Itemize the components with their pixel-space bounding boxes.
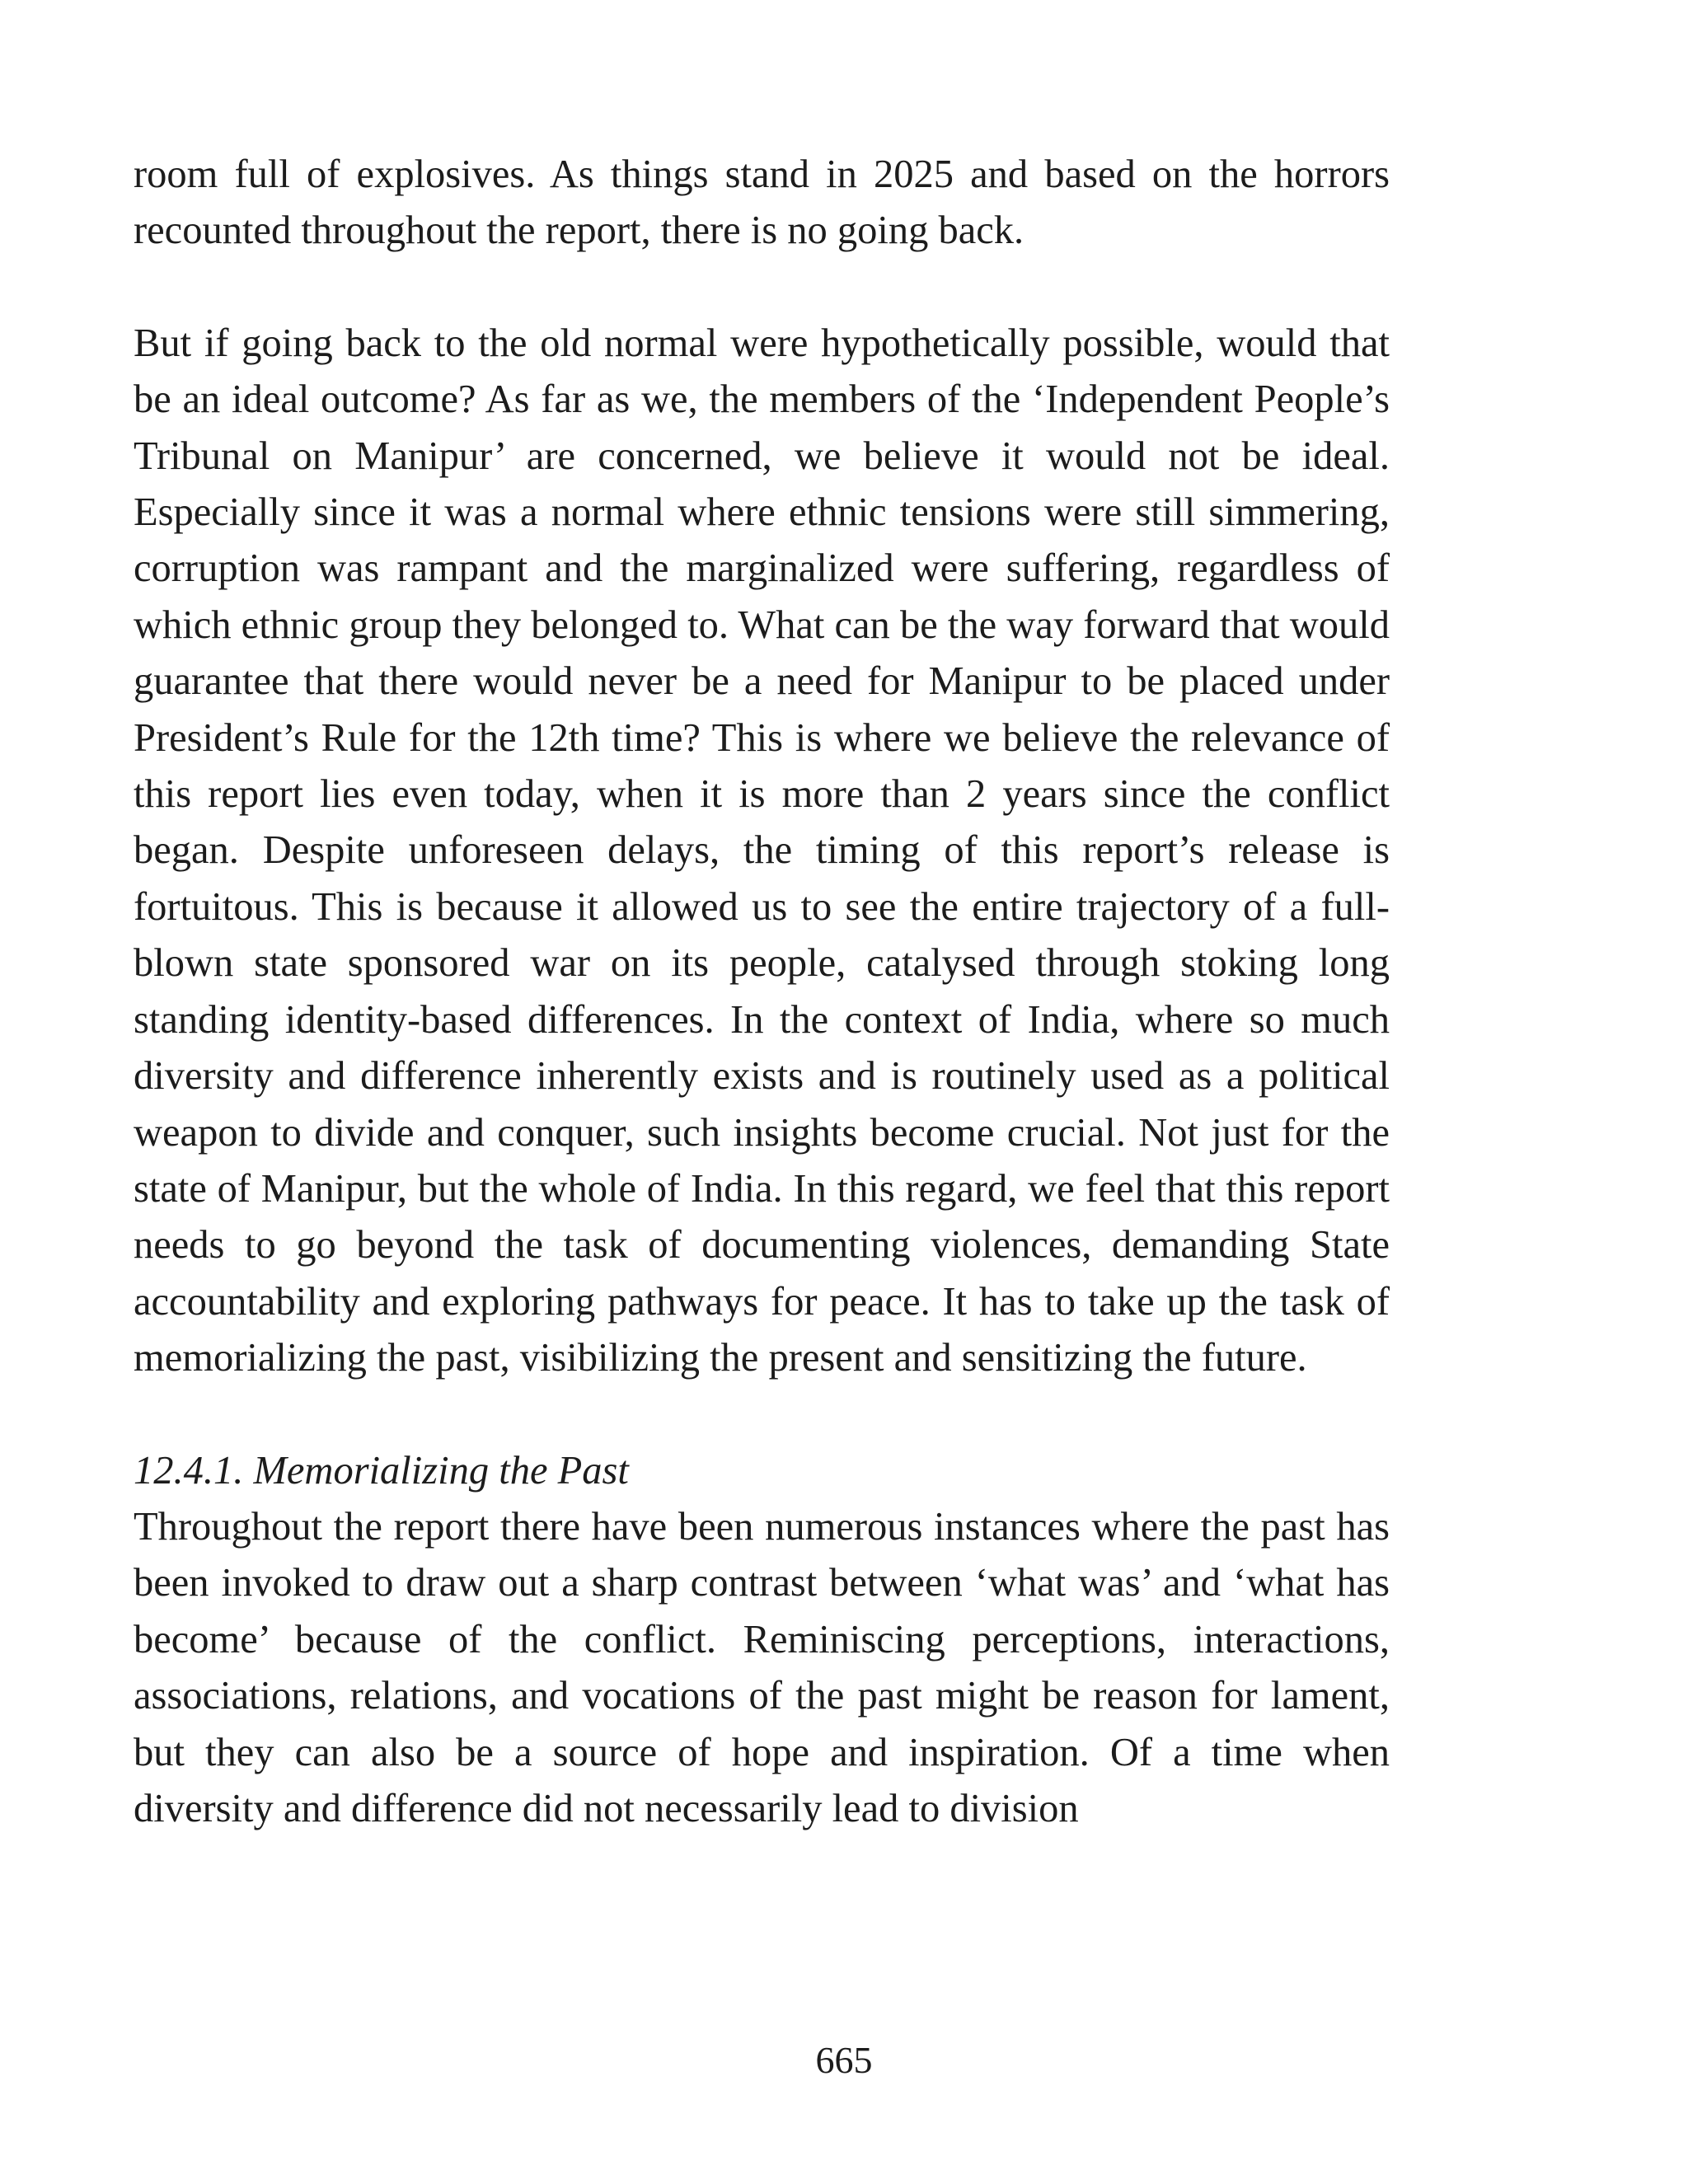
paragraph-old-normal: But if going back to the old normal were hypothetically possible, would that be an ideal outcome? As far as we, the members of the ‘Independent People’s Tribunal on Manipur’ are concerned, we believe it would not be ideal. Especially since it was a normal where ethnic tensions were still simmering, corruption was rampant and the marginalized were suffering, regardless of which ethnic group they belonged to. What can be the way forward that would guarantee that there would never be a need for Manipur to be placed under President’s Rule for the 12th time? This is where we believe the relevance of this report lies even today, when it is more than 2 years since the conflict began. Despite unforeseen delays, the timing of this report’s release is fortuitous. This is because it allowed us to see the entire trajectory of a full-blown state sponsored war on its people, catalysed through stoking long standing identity-based differences. In the context of India, where so much diversity and difference inherently exists and is routinely used as a political weapon to divide and conquer, such insights become crucial. Not just for the state of Manipur, but the whole of India. In this regard, we feel that this report needs to go beyond the task of documenting violences, demanding State accountability and exploring pathways for peace. It has to take up the task of memorializing the past, visibilizing the present and sensitizing the future. (134, 321, 1390, 1380)
section-heading: 12.4.1. Memorializing the Past (134, 1448, 629, 1493)
page-number: 665 (815, 2039, 873, 2081)
paragraph-memorializing: Throughout the report there have been numerous instances where the past has been invoked to draw out a sharp contrast between ‘what was’ and ‘what has become’ because of the conflict. Reminiscing perceptions, interactions, associations, relations, and vocations of the past might be reason for lament, but they can also be a source of hope and inspiration. Of a time when diversity and difference did not necessarily lead to division (134, 1504, 1390, 1830)
body-text (134, 147, 1390, 1837)
paragraph-continuation: room full of explosives. As things stand in 2025 and based on the horrors recounted throughout the report, there is no going back. (134, 152, 1390, 253)
